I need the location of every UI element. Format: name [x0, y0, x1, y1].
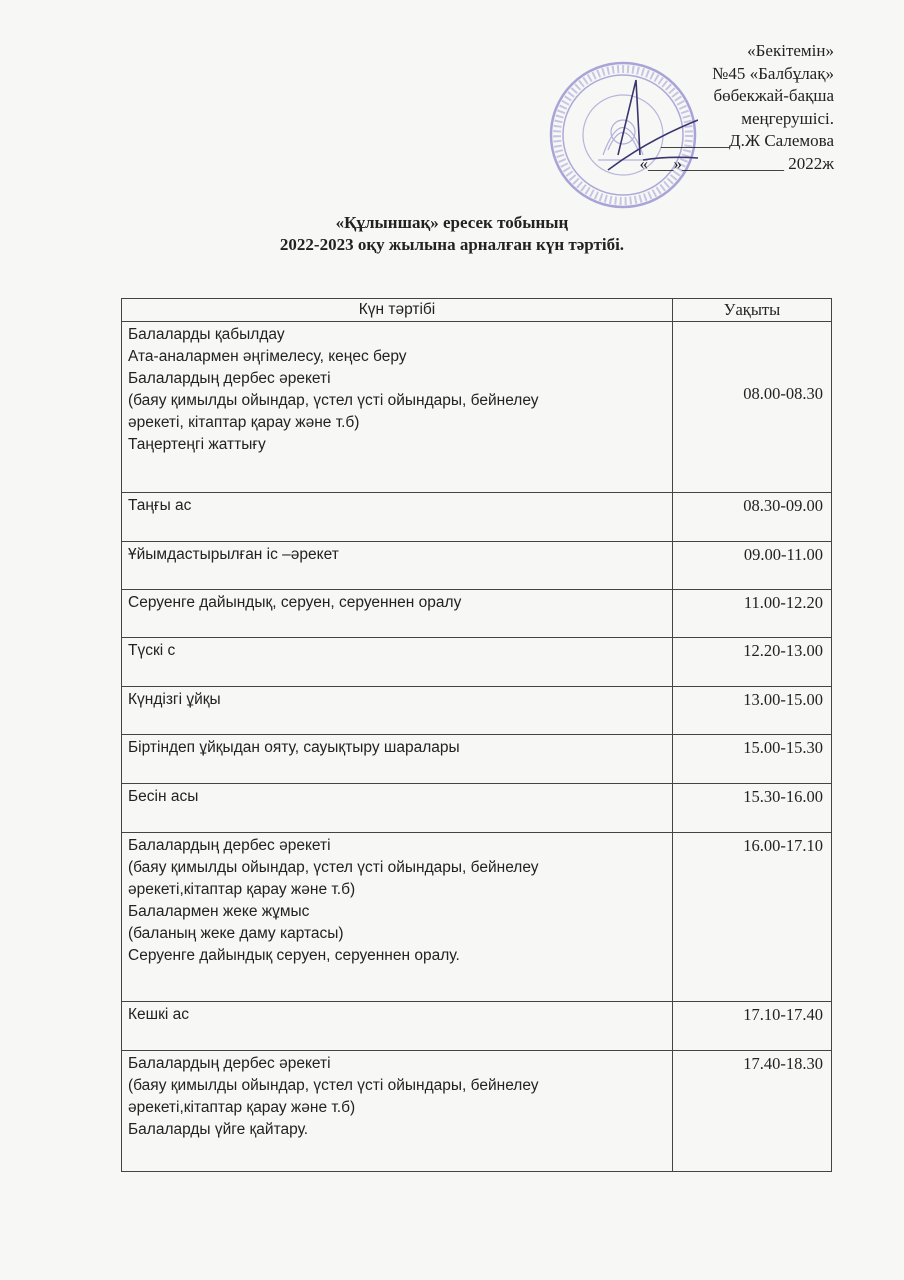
activity-line: Ата-аналармен әңгімелесу, кеңес беру [128, 348, 407, 365]
activity-line: Ұйымдастырылған іс –әрекет [128, 546, 339, 563]
activity-line: Кешкі ас [128, 1006, 189, 1023]
activity-line: Серуенге дайындық серуен, серуеннен оралу. [128, 947, 460, 964]
approval-block [640, 40, 835, 175]
activity-cell [122, 542, 673, 590]
table-row [122, 638, 832, 687]
table-row [122, 687, 832, 735]
document-title [0, 212, 904, 256]
time-cell: 08.00-08.30 [673, 322, 832, 493]
activity-line: Балалармен жеке жұмыс [128, 903, 310, 920]
time-cell: 11.00-12.20 [673, 590, 832, 638]
approval-line: «Бекітемін» [747, 41, 834, 60]
activity-line: (баяу қимылды ойындар, үстел үсті ойындары, бейнелеу [128, 392, 539, 409]
activity-line: Түскі с [128, 642, 176, 659]
approval-line: меңгерушісі. [741, 108, 834, 128]
activity-line: (баланың жеке даму картасы) [128, 925, 344, 942]
activity-line: Біртіндеп ұйқыдан ояту, сауықтыру шаралары [128, 739, 460, 756]
title-line-group: «Құлыншақ» ересек тобының [335, 213, 569, 232]
time-cell: 15.00-15.30 [673, 735, 832, 784]
table-row [122, 322, 832, 493]
table-row [122, 493, 832, 542]
activity-cell [122, 833, 673, 1002]
activity-line: (баяу қимылды ойындар, үстел үсті ойындары, бейнелеу [128, 1077, 539, 1094]
activity-line: (баяу қимылды ойындар, үстел үсті ойындары, бейнелеу [128, 859, 539, 876]
activity-line: Балалардың дербес әрекеті [128, 1055, 331, 1072]
activity-cell [122, 1051, 673, 1172]
activity-line: әрекеті, кітаптар қарау және т.б) [128, 414, 360, 431]
table-row [122, 735, 832, 784]
table-row [122, 1051, 832, 1172]
activity-line: Күндізгі ұйқы [128, 691, 221, 708]
time-cell: 17.10-17.40 [673, 1002, 832, 1051]
activity-cell [122, 1002, 673, 1051]
time-cell: 12.20-13.00 [673, 638, 832, 687]
schedule-table [121, 298, 832, 1172]
activity-cell [122, 784, 673, 833]
approval-line: «___»____________ 2022ж [639, 153, 834, 173]
activity-cell [122, 493, 673, 542]
table-row [122, 784, 832, 833]
approval-line: бөбекжай-бақша [713, 86, 834, 105]
table-header-row [122, 299, 832, 322]
activity-line: Таңғы ас [128, 497, 192, 514]
time-cell: 15.30-16.00 [673, 784, 832, 833]
activity-line: әрекеті,кітаптар қарау және т.б) [128, 1099, 356, 1116]
activity-line: әрекеті,кітаптар қарау және т.б) [128, 881, 356, 898]
header-activity: Күн тәртібі [122, 299, 673, 322]
time-cell: 13.00-15.00 [673, 687, 832, 735]
table-row [122, 542, 832, 590]
activity-line: Бесін асы [128, 788, 199, 805]
activity-line: Балалардың дербес әрекеті [128, 370, 331, 387]
time-cell: 17.40-18.30 [673, 1051, 832, 1172]
title-line-year: 2022-2023 оқу жылына арналған күн тәртібі. [279, 235, 625, 254]
activity-line: Балалардың дербес әрекеті [128, 837, 331, 854]
activity-line: Серуенге дайындық, серуен, серуеннен оралу [128, 594, 462, 611]
approval-line: ________Д.Ж Салемова [661, 131, 834, 150]
activity-cell [122, 638, 673, 687]
time-cell: 08.30-09.00 [673, 493, 832, 542]
activity-cell [122, 590, 673, 638]
table-row [122, 590, 832, 638]
activity-line: Балаларды қабылдау [128, 326, 285, 343]
activity-cell [122, 687, 673, 735]
activity-line: Балаларды үйге қайтару. [128, 1121, 309, 1138]
activity-cell [122, 735, 673, 784]
table-row [122, 1002, 832, 1051]
time-cell: 16.00-17.10 [673, 833, 832, 1002]
time-cell: 09.00-11.00 [673, 542, 832, 590]
activity-cell [122, 322, 673, 493]
activity-line: Таңертеңгі жаттығу [128, 436, 266, 453]
table-row [122, 833, 832, 1002]
approval-line: №45 «Балбұлақ» [712, 63, 834, 83]
header-time: Уақыты [673, 299, 832, 322]
